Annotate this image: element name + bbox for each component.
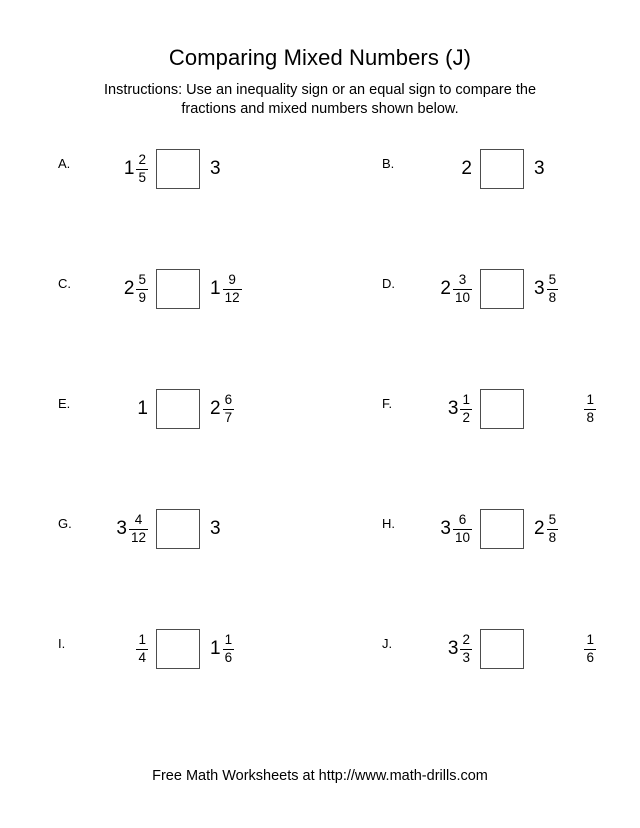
whole-number: 3 bbox=[440, 518, 451, 540]
problem-label: F. bbox=[382, 396, 393, 412]
fraction-denominator: 6 bbox=[224, 649, 233, 665]
fraction-numerator: 1 bbox=[224, 632, 233, 648]
fraction bbox=[136, 273, 148, 304]
answer-box[interactable] bbox=[156, 149, 200, 189]
problem-row bbox=[0, 381, 640, 501]
whole-number: 3 bbox=[210, 158, 221, 180]
fraction-denominator: 9 bbox=[138, 289, 146, 305]
whole-number: 2 bbox=[440, 278, 451, 300]
fraction-numerator: 9 bbox=[228, 272, 236, 288]
problem-label: B. bbox=[382, 156, 395, 172]
fraction bbox=[453, 273, 472, 304]
problem-label: E. bbox=[58, 396, 71, 412]
problem-label: I. bbox=[58, 636, 66, 652]
whole-number: 2 bbox=[534, 518, 545, 540]
whole-number: 2 bbox=[461, 158, 472, 180]
problem-label: D. bbox=[382, 276, 395, 292]
answer-box[interactable] bbox=[480, 509, 524, 549]
whole-number: 2 bbox=[210, 398, 221, 420]
problem-row bbox=[0, 621, 640, 731]
answer-box[interactable] bbox=[156, 269, 200, 309]
fraction bbox=[223, 633, 235, 664]
fraction-numerator: 1 bbox=[462, 392, 470, 408]
fraction bbox=[584, 393, 596, 424]
fraction bbox=[223, 393, 235, 424]
whole-number: 2 bbox=[123, 278, 135, 300]
fraction-denominator: 10 bbox=[454, 289, 470, 305]
whole-number: 3 bbox=[534, 278, 545, 300]
fraction bbox=[223, 273, 242, 304]
fraction-numerator: 2 bbox=[462, 632, 470, 648]
fraction-denominator: 12 bbox=[130, 529, 146, 545]
fraction bbox=[136, 633, 148, 664]
problem-row bbox=[0, 501, 640, 621]
fraction-numerator: 6 bbox=[458, 512, 467, 528]
fraction-numerator: 6 bbox=[224, 392, 233, 408]
fraction bbox=[136, 153, 148, 184]
fraction-denominator: 2 bbox=[462, 409, 470, 425]
problem-grid bbox=[0, 141, 640, 768]
whole-number: 3 bbox=[447, 638, 459, 660]
fraction bbox=[584, 633, 596, 664]
problem-label: A. bbox=[58, 156, 71, 172]
fraction bbox=[129, 513, 148, 544]
fraction-numerator: 5 bbox=[548, 512, 557, 528]
answer-box[interactable] bbox=[156, 389, 200, 429]
right-operand bbox=[200, 387, 278, 431]
instructions-line-2: fractions and mixed numbers shown below. bbox=[181, 100, 459, 117]
problem-label: H. bbox=[382, 516, 395, 532]
right-operand bbox=[200, 267, 278, 311]
whole-number: 1 bbox=[123, 158, 135, 180]
right-operand bbox=[524, 267, 602, 311]
fraction-denominator: 8 bbox=[586, 409, 594, 425]
instructions bbox=[64, 81, 576, 120]
problem-f bbox=[320, 381, 640, 501]
problem-j bbox=[320, 621, 640, 731]
fraction-numerator: 2 bbox=[138, 152, 146, 168]
page-title: Comparing Mixed Numbers (J) bbox=[168, 45, 472, 70]
fraction-denominator: 10 bbox=[454, 529, 470, 545]
whole-number: 3 bbox=[210, 518, 221, 540]
fraction-denominator: 4 bbox=[138, 649, 146, 665]
whole-number: 1 bbox=[137, 398, 148, 420]
left-operand bbox=[408, 627, 480, 671]
problem-label: C. bbox=[58, 276, 71, 292]
answer-box[interactable] bbox=[480, 389, 524, 429]
left-operand bbox=[84, 267, 156, 311]
fraction-denominator: 8 bbox=[548, 289, 557, 305]
right-operand bbox=[200, 627, 278, 671]
fraction-numerator: 1 bbox=[586, 632, 594, 648]
left-operand bbox=[408, 387, 480, 431]
problem-e bbox=[0, 381, 320, 501]
problem-b bbox=[320, 141, 640, 261]
fraction-numerator: 5 bbox=[138, 272, 146, 288]
right-operand bbox=[200, 507, 278, 551]
fraction bbox=[547, 513, 559, 544]
problem-label: G. bbox=[58, 516, 72, 532]
right-operand bbox=[524, 387, 602, 431]
footer-credit: Free Math Worksheets at http://www.math-drills.com bbox=[152, 768, 488, 784]
answer-box[interactable] bbox=[156, 509, 200, 549]
instructions-line-1: Instructions: Use an inequality sign or an equal sign to compare the bbox=[103, 81, 537, 98]
whole-number: 1 bbox=[210, 638, 221, 660]
worksheet-header bbox=[0, 0, 640, 119]
fraction-denominator: 6 bbox=[586, 649, 594, 665]
problem-row bbox=[0, 261, 640, 381]
problem-g bbox=[0, 501, 320, 621]
left-operand bbox=[84, 387, 156, 431]
left-operand bbox=[408, 147, 480, 191]
problem-h bbox=[320, 501, 640, 621]
fraction-denominator: 8 bbox=[548, 529, 557, 545]
right-operand bbox=[524, 507, 602, 551]
fraction-denominator: 3 bbox=[462, 649, 470, 665]
fraction-numerator: 1 bbox=[138, 632, 146, 648]
answer-box[interactable] bbox=[480, 629, 524, 669]
left-operand bbox=[408, 507, 480, 551]
fraction-denominator: 5 bbox=[138, 169, 146, 185]
problem-c bbox=[0, 261, 320, 381]
whole-number: 3 bbox=[447, 398, 459, 420]
left-operand bbox=[408, 267, 480, 311]
answer-box[interactable] bbox=[480, 269, 524, 309]
fraction-denominator: 7 bbox=[224, 409, 233, 425]
right-operand bbox=[524, 627, 602, 671]
answer-box[interactable] bbox=[480, 149, 524, 189]
fraction-numerator: 4 bbox=[134, 512, 143, 528]
whole-number: 1 bbox=[210, 278, 221, 300]
answer-box[interactable] bbox=[156, 629, 200, 669]
problem-d bbox=[320, 261, 640, 381]
fraction bbox=[460, 633, 472, 664]
problem-a bbox=[0, 141, 320, 261]
fraction-numerator: 5 bbox=[548, 272, 557, 288]
right-operand bbox=[200, 147, 278, 191]
right-operand bbox=[524, 147, 602, 191]
fraction bbox=[453, 513, 472, 544]
fraction-numerator: 3 bbox=[458, 272, 467, 288]
problem-label: J. bbox=[382, 636, 393, 652]
fraction-numerator: 1 bbox=[586, 392, 594, 408]
fraction bbox=[547, 273, 559, 304]
left-operand bbox=[84, 507, 156, 551]
fraction-denominator: 12 bbox=[224, 289, 240, 305]
problem-i bbox=[0, 621, 320, 731]
whole-number: 3 bbox=[534, 158, 545, 180]
left-operand bbox=[84, 627, 156, 671]
fraction bbox=[460, 393, 472, 424]
whole-number: 3 bbox=[116, 518, 127, 540]
left-operand bbox=[84, 147, 156, 191]
problem-row bbox=[0, 141, 640, 261]
